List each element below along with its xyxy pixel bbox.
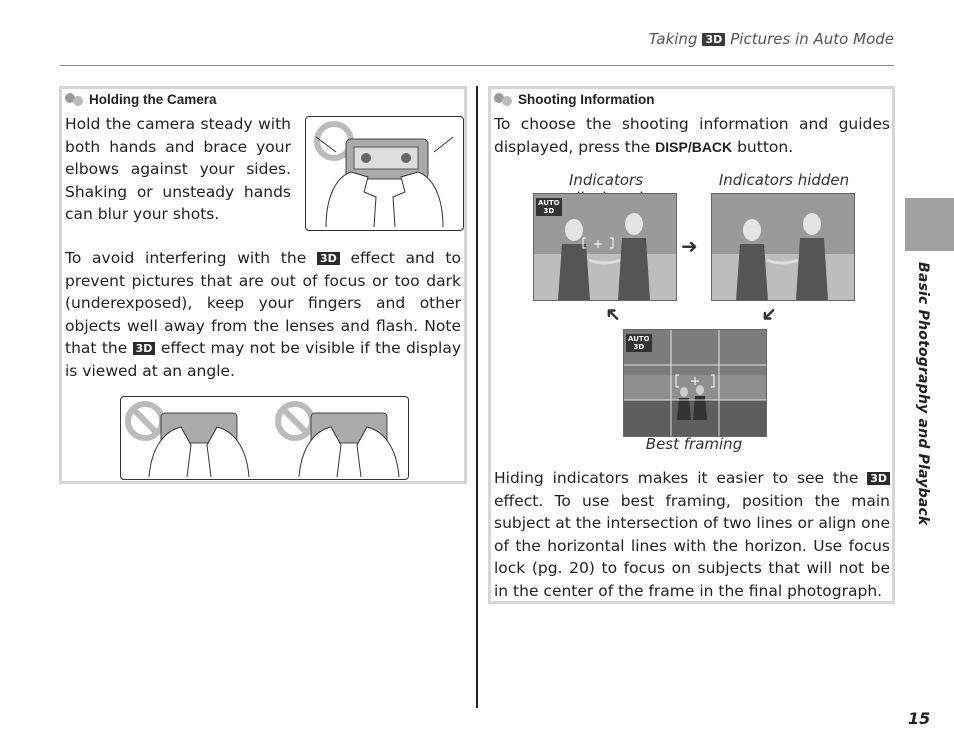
shooting-info-p1 bbox=[494, 113, 890, 158]
chapter-tab bbox=[905, 198, 954, 251]
arrow-down-left-icon: ➜ bbox=[754, 300, 784, 330]
p1-part-a: To choose the shooting information and guides displayed, press the bbox=[494, 115, 890, 156]
auto-label: AUTO bbox=[628, 335, 650, 343]
tip-icon bbox=[494, 93, 514, 107]
shooting-info-p2 bbox=[494, 467, 890, 603]
auto-3d-label: 3D bbox=[543, 207, 555, 215]
holding-camera-p2 bbox=[65, 247, 461, 383]
header-rule bbox=[60, 65, 894, 66]
auto-3d-label: 3D bbox=[633, 343, 645, 351]
header-pre: Taking bbox=[648, 30, 698, 48]
p2-part-b: effect. To use best framing, position the main subject at the intersection of two lines or align one of the horizontal lines with the horizon. Use focus lock (pg. 20) to focus on subjects that will not be in the center of the frame in the final photograph. bbox=[494, 491, 890, 600]
disp-back-key: DISP/BACK bbox=[655, 138, 733, 155]
holding-camera-title-text: Holding the Camera bbox=[89, 92, 217, 107]
shooting-info-title-text: Shooting Information bbox=[518, 92, 655, 107]
p2-part-c: effect may not be visible if the display is viewed at an angle. bbox=[65, 339, 462, 380]
p2-part-a: To avoid interfering with the bbox=[65, 249, 307, 267]
3d-badge-icon: 3D bbox=[317, 252, 340, 265]
photo-indicators-hidden bbox=[711, 193, 855, 301]
holding-camera-illustration bbox=[305, 116, 464, 231]
chapter-side-label: Basic Photography and Playback bbox=[915, 262, 931, 526]
arrow-right-icon: ➜ bbox=[681, 234, 698, 258]
shooting-info-box bbox=[488, 86, 895, 604]
shooting-info-title bbox=[494, 92, 654, 107]
auto-3d-indicator bbox=[626, 334, 652, 352]
3d-badge-icon: 3D bbox=[702, 33, 725, 46]
caption-indicators-hidden: Indicators hidden bbox=[718, 171, 850, 189]
p2-part-b: effect and to prevent pictures that are out of focus or too dark (underexposed), keep your fingers and other objects well away from the lenses and flash. Note that the bbox=[65, 249, 461, 358]
3d-badge-icon: 3D bbox=[133, 342, 156, 355]
arrow-up-left-icon: ➜ bbox=[597, 300, 627, 330]
holding-camera-p1: Hold the camera steady with both hands and brace your elbows against your sides. Shaking or unsteady hands can blur your shots. bbox=[65, 115, 291, 224]
caption-best-framing: Best framing bbox=[645, 435, 743, 453]
auto-label: AUTO bbox=[538, 199, 560, 207]
page-number: 15 bbox=[908, 709, 931, 728]
p2-part-a: Hiding indicators makes it easier to see the bbox=[494, 469, 859, 487]
caption-indicators-displayed: Indicators bbox=[568, 171, 644, 189]
p1-part-b: button. bbox=[737, 137, 794, 156]
photo-best-framing bbox=[623, 329, 767, 437]
running-header bbox=[649, 30, 894, 48]
auto-3d-indicator bbox=[536, 198, 562, 216]
column-divider bbox=[476, 86, 478, 708]
holding-camera-title bbox=[65, 92, 217, 107]
3d-badge-icon: 3D bbox=[867, 472, 890, 485]
photo-indicators-displayed bbox=[533, 193, 677, 301]
holding-camera-box bbox=[59, 86, 467, 484]
incorrect-holding-illustration bbox=[120, 396, 409, 480]
header-post: Pictures in Auto Mode bbox=[730, 30, 894, 48]
tip-icon bbox=[65, 93, 85, 107]
